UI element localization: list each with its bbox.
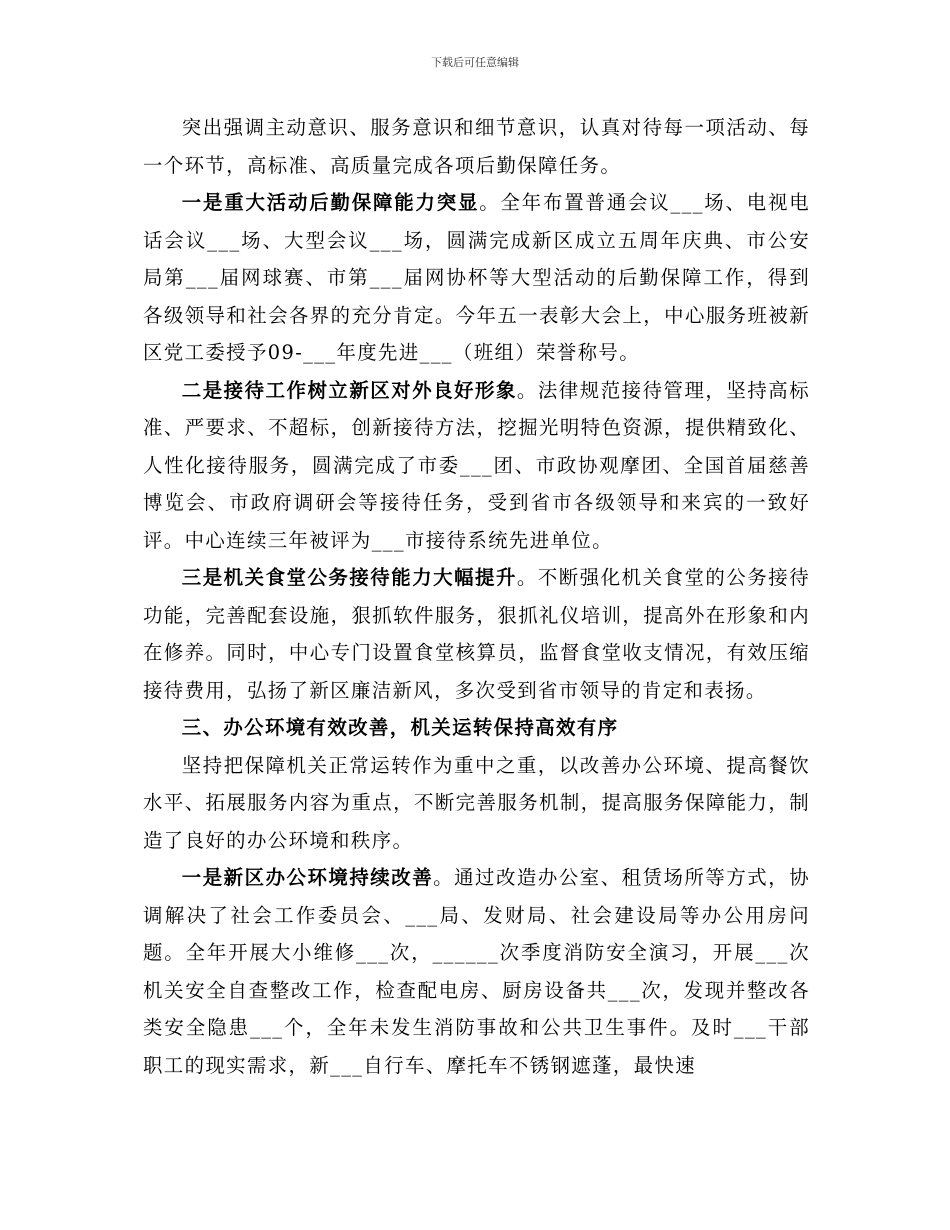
- section-heading: [143, 709, 810, 747]
- paragraph-lead: 二是接待工作树立新区对外良好形象: [181, 378, 517, 402]
- paragraph-text: 坚持把保障机关正常运转作为重中之重，以改善办公环境、提高餐饮水平、拓展服务内容为重点，不断完善服务机制，提高服务保障能力，制造了良好的办公环境和秩序。: [143, 753, 810, 852]
- paragraph-lead: 三是机关食堂公务接待能力大幅提升: [181, 566, 517, 589]
- paragraph-text: 。法律规范接待管理，坚持高标准、严要求、不超标，创新接待方法，挖掘光明特色资源，提供精致化、人性化接待服务，圆满完成了市委___团、市政协观摩团、全国首届慈善博览会、市政府调研会等接待任务，受到省市各级领导和来宾的一致好评。中心连续三年被评为___市接待系统先进单位。: [143, 378, 810, 552]
- paragraph-text: 突出强调主动意识、服务意识和细节意识，认真对待每一项活动、每一个环节，高标准、高质量完成各项后勤保障任务。: [143, 116, 810, 177]
- paragraph-text: 。全年布置普通会议___场、电视电话会议___场、大型会议___场，圆满完成新区成立五周年庆典、市公安局第___届网球赛、市第___届网协杯等大型活动的后勤保障工作，得到各级领导和社会各界的充分肯定。今年五一表彰大会上，中心服务班被新区党工委授予09-___年度先进___（班组）荣誉称号。: [143, 191, 810, 364]
- paragraph: [143, 109, 810, 184]
- paragraph-lead: 一是新区办公环境持续改善: [181, 866, 434, 889]
- paragraph-text: 。不断强化机关食堂的公务接待功能，完善配套设施，狠抓软件服务，狠抓礼仪培训，提高外在形象和内在修养。同时，中心专门设置食堂核算员，监督食堂收支情况，有效压缩接待费用，弘扬了新区廉洁新风，多次受到省市领导的肯定和表扬。: [143, 566, 810, 702]
- document-body: [143, 109, 810, 1084]
- paragraph: [143, 372, 810, 560]
- section-heading-text: 三、办公环境有效改善，机关运转保持高效有序: [181, 716, 619, 739]
- paragraph-text: 。通过改造办公室、租赁场所等方式，协调解决了社会工作委员会、___局、发财局、社会建设局等办公用房问题。全年开展大小维修___次，______次季度消防安全演习，开展___次机关安全自查整改工作，检查配电房、厨房设备共___次，发现并整改各类安全隐患___个，全年未发生消防事故和公共卫生事件。及时___干部职工的现实需求，新___自行车、摩托车不锈钢遮蓬，最快速: [143, 866, 810, 1077]
- paragraph: [143, 859, 810, 1084]
- paragraph: [143, 184, 810, 372]
- paragraph-lead: 一是重大活动后勤保障能力突显: [181, 191, 480, 214]
- paragraph: [143, 559, 810, 709]
- page-header: 下载后可任意编辑: [431, 56, 519, 69]
- paragraph: [143, 747, 810, 860]
